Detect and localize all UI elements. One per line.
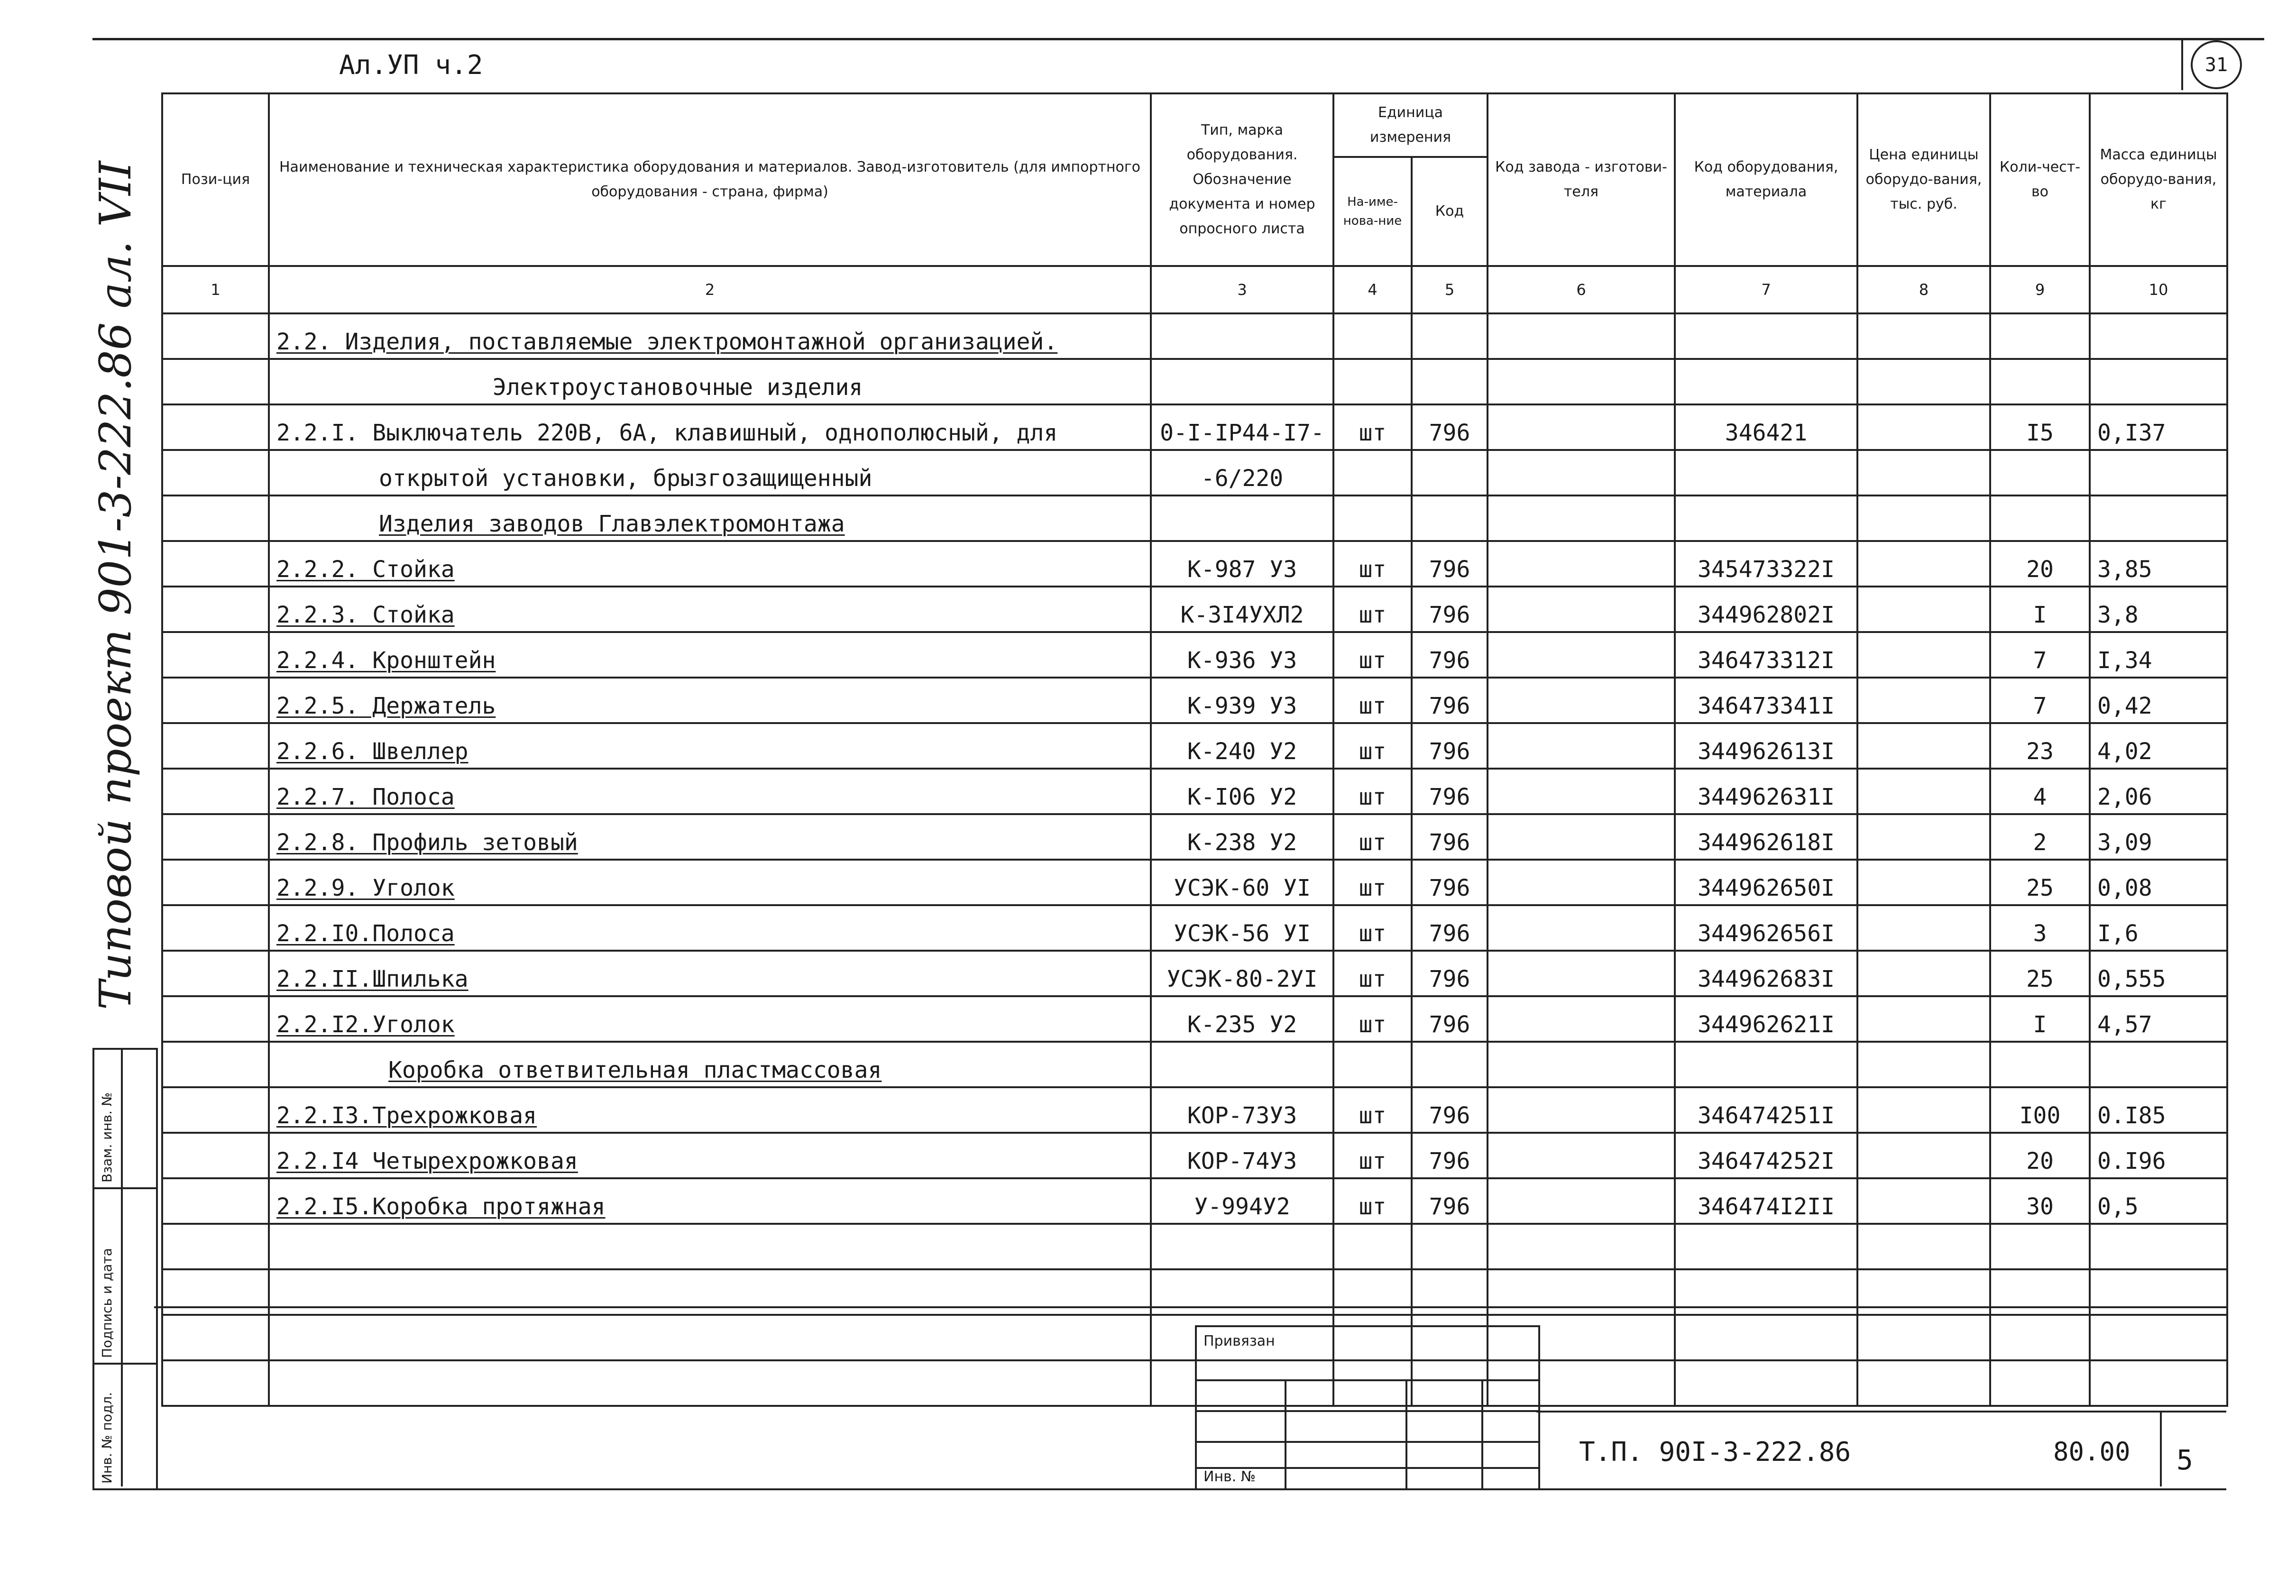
header-unit: Единица измерения [1333, 93, 1488, 157]
row-name: 2.2.5. Держатель [269, 678, 1151, 723]
row-type: К-939 У3 [1151, 678, 1333, 723]
row-name: Изделия заводов Главэлектромонтажа [269, 495, 1151, 541]
row-position [162, 1178, 269, 1224]
row-price [1857, 951, 1990, 996]
table-row [162, 769, 2227, 814]
row-price [1857, 905, 1990, 951]
row-type: К-987 У3 [1151, 541, 1333, 587]
table-row [162, 905, 2227, 951]
row-mass: 4,57 [2090, 996, 2227, 1042]
row-name: 2.2.6. Швеллер [269, 723, 1151, 769]
row-type [1151, 313, 1333, 359]
row-mass: 0,08 [2090, 860, 2227, 905]
row-name: 2.2.4. Кронштейн [269, 632, 1151, 678]
row-unit [1333, 1042, 1412, 1087]
row-mass: 0,I37 [2090, 404, 2227, 450]
empty-cell [1333, 1224, 1412, 1269]
row-plant-code [1488, 996, 1675, 1042]
row-plant-code [1488, 541, 1675, 587]
row-unit: шт [1333, 814, 1412, 860]
row-position [162, 359, 269, 404]
row-position [162, 541, 269, 587]
row-quantity: 4 [1990, 769, 2090, 814]
row-unit: шт [1333, 541, 1412, 587]
column-number: 2 [269, 266, 1151, 313]
row-unit-code: 796 [1412, 951, 1488, 996]
row-quantity: 25 [1990, 860, 2090, 905]
row-quantity [1990, 495, 2090, 541]
stamp-vline [1285, 1379, 1286, 1488]
row-mass: I,6 [2090, 905, 2227, 951]
row-position [162, 1133, 269, 1178]
row-mass: 0.I85 [2090, 1087, 2227, 1133]
row-position [162, 769, 269, 814]
row-position [162, 814, 269, 860]
row-quantity [1990, 1042, 2090, 1087]
row-type: КОР-73У3 [1151, 1087, 1333, 1133]
row-material-code: 345473322I [1675, 541, 1857, 587]
row-position [162, 404, 269, 450]
row-name: 2.2.3. Стойка [269, 587, 1151, 632]
row-position [162, 587, 269, 632]
side-cell-inventory [94, 1363, 156, 1488]
row-unit-code [1412, 495, 1488, 541]
row-plant-code [1488, 1178, 1675, 1224]
row-name: 2.2.2. Стойка [269, 541, 1151, 587]
linked-stamp [1195, 1325, 1540, 1490]
row-price [1857, 541, 1990, 587]
row-plant-code [1488, 450, 1675, 495]
empty-cell [1151, 1224, 1333, 1269]
row-unit-code: 796 [1412, 814, 1488, 860]
row-material-code: 344962621I [1675, 996, 1857, 1042]
row-unit: шт [1333, 404, 1412, 450]
table-row [162, 495, 2227, 541]
column-number: 1 [162, 266, 269, 313]
row-name: 2.2.I2.Уголок [269, 996, 1151, 1042]
row-unit: шт [1333, 905, 1412, 951]
row-price [1857, 1042, 1990, 1087]
row-plant-code [1488, 313, 1675, 359]
stamp-line [1197, 1441, 1538, 1443]
row-type: -6/220 [1151, 450, 1333, 495]
row-plant-code [1488, 495, 1675, 541]
row-price [1857, 1087, 1990, 1133]
column-number: 4 [1333, 266, 1412, 313]
row-name: 2.2.I4 Четырехрожковая [269, 1133, 1151, 1178]
row-mass: 3,09 [2090, 814, 2227, 860]
empty-cell [2090, 1224, 2227, 1269]
header-price: Цена единицы оборудо-вания, тыс. руб. [1857, 93, 1990, 266]
table-row [162, 1042, 2227, 1087]
column-number: 6 [1488, 266, 1675, 313]
row-mass [2090, 359, 2227, 404]
row-material-code: 344962650I [1675, 860, 1857, 905]
row-type: У-994У2 [1151, 1178, 1333, 1224]
row-unit-code: 796 [1412, 905, 1488, 951]
row-material-code: 346474251I [1675, 1087, 1857, 1133]
row-quantity: 25 [1990, 951, 2090, 996]
row-material-code: 344962613I [1675, 723, 1857, 769]
row-unit: шт [1333, 860, 1412, 905]
row-unit: шт [1333, 587, 1412, 632]
linked-label: Привязан [1203, 1333, 1275, 1349]
row-unit [1333, 450, 1412, 495]
row-unit-code: 796 [1412, 860, 1488, 905]
row-type: К-240 У2 [1151, 723, 1333, 769]
table-row [162, 313, 2227, 359]
column-number: 8 [1857, 266, 1990, 313]
top-rule [92, 38, 2264, 40]
inventory-label: Инв. № [1203, 1468, 1256, 1485]
row-position [162, 678, 269, 723]
row-material-code: 344962656I [1675, 905, 1857, 951]
row-name: 2.2.II.Шпилька [269, 951, 1151, 996]
table-row [162, 1133, 2227, 1178]
row-plant-code [1488, 860, 1675, 905]
table-row [162, 1178, 2227, 1224]
table-row [162, 632, 2227, 678]
row-quantity [1990, 313, 2090, 359]
row-material-code: 346474252I [1675, 1133, 1857, 1178]
row-unit-code [1412, 450, 1488, 495]
empty-row [162, 1224, 2227, 1269]
row-position [162, 450, 269, 495]
row-unit-code: 796 [1412, 1133, 1488, 1178]
row-unit-code: 796 [1412, 769, 1488, 814]
row-plant-code [1488, 359, 1675, 404]
row-quantity [1990, 450, 2090, 495]
row-material-code: 346473341I [1675, 678, 1857, 723]
row-mass: 4,02 [2090, 723, 2227, 769]
row-mass: 2,06 [2090, 769, 2227, 814]
empty-cell [1990, 1224, 2090, 1269]
table-row [162, 450, 2227, 495]
table-row [162, 860, 2227, 905]
row-mass: 0,42 [2090, 678, 2227, 723]
row-price [1857, 495, 1990, 541]
row-price [1857, 996, 1990, 1042]
row-position [162, 905, 269, 951]
row-unit: шт [1333, 996, 1412, 1042]
row-unit [1333, 313, 1412, 359]
stamp-vline [1481, 1379, 1483, 1488]
row-price [1857, 587, 1990, 632]
row-unit: шт [1333, 769, 1412, 814]
row-unit-code: 796 [1412, 404, 1488, 450]
row-position [162, 996, 269, 1042]
row-unit-code: 796 [1412, 723, 1488, 769]
row-unit: шт [1333, 1087, 1412, 1133]
row-quantity: 23 [1990, 723, 2090, 769]
row-mass: 0,555 [2090, 951, 2227, 996]
row-plant-code [1488, 404, 1675, 450]
album-label: Ал.УП ч.2 [339, 50, 483, 81]
row-type: УСЭК-60 УI [1151, 860, 1333, 905]
row-plant-code [1488, 951, 1675, 996]
rows-body [162, 313, 2227, 1406]
row-mass: 0.I96 [2090, 1133, 2227, 1178]
header-name: Наименование и техническая характеристика оборудования и материалов. Завод-изготовитель (для импортного оборудования - страна, фирма) [269, 93, 1151, 266]
row-type: УСЭК-56 УI [1151, 905, 1333, 951]
row-price [1857, 632, 1990, 678]
row-type [1151, 1042, 1333, 1087]
row-unit-code: 796 [1412, 996, 1488, 1042]
row-position [162, 313, 269, 359]
side-cell-signature [94, 1187, 156, 1365]
header-unit-name: На-име-нова-ние [1333, 157, 1412, 266]
row-unit-code: 796 [1412, 541, 1488, 587]
title-block-divider [1536, 1411, 2226, 1413]
row-position [162, 1087, 269, 1133]
row-unit-code: 796 [1412, 632, 1488, 678]
row-material-code [1675, 313, 1857, 359]
row-position [162, 860, 269, 905]
row-mass [2090, 450, 2227, 495]
row-unit-code: 796 [1412, 678, 1488, 723]
row-name: 2.2.I5.Коробка протяжная [269, 1178, 1151, 1224]
row-name: 2.2.8. Профиль зетовый [269, 814, 1151, 860]
row-quantity [1990, 359, 2090, 404]
row-unit: шт [1333, 1133, 1412, 1178]
row-plant-code [1488, 723, 1675, 769]
row-price [1857, 814, 1990, 860]
format-code: 80.00 [2053, 1437, 2131, 1467]
row-unit: шт [1333, 678, 1412, 723]
row-type: УСЭК-80-2УI [1151, 951, 1333, 996]
row-type: К-3I4УХЛ2 [1151, 587, 1333, 632]
row-mass [2090, 495, 2227, 541]
specification-table-wrap [161, 92, 2226, 1313]
row-unit: шт [1333, 1178, 1412, 1224]
column-number: 9 [1990, 266, 2090, 313]
column-number: 5 [1412, 266, 1488, 313]
table-row [162, 951, 2227, 996]
title-block-frame [154, 1306, 2226, 1490]
row-name: 2.2.I3.Трехрожковая [269, 1087, 1151, 1133]
table-row [162, 587, 2227, 632]
row-position [162, 495, 269, 541]
header-type: Тип, марка оборудования. Обозначение документа и номер опросного листа [1151, 93, 1333, 266]
column-number: 10 [2090, 266, 2227, 313]
row-price [1857, 1178, 1990, 1224]
row-material-code [1675, 359, 1857, 404]
side-stamp [92, 1048, 158, 1490]
row-plant-code [1488, 678, 1675, 723]
row-quantity: 3 [1990, 905, 2090, 951]
header-mass: Масса единицы оборудо-вания, кг [2090, 93, 2227, 266]
side-project-title: Типовой проект 901-3-222.86 ал. VII [90, 161, 141, 1010]
header-quantity: Коли-чест-во [1990, 93, 2090, 266]
stamp-vline [1405, 1379, 1407, 1488]
row-unit-code: 796 [1412, 1178, 1488, 1224]
column-number: 3 [1151, 266, 1333, 313]
row-type [1151, 495, 1333, 541]
document-code: Т.П. 90I-3-222.86 [1579, 1437, 1851, 1468]
row-type: К-238 У2 [1151, 814, 1333, 860]
row-quantity: I [1990, 996, 2090, 1042]
side-stamp-divider [121, 1048, 123, 1486]
row-plant-code [1488, 587, 1675, 632]
row-unit-code [1412, 313, 1488, 359]
row-price [1857, 1133, 1990, 1178]
row-position [162, 632, 269, 678]
row-plant-code [1488, 1087, 1675, 1133]
stamp-line [1197, 1410, 1538, 1412]
empty-cell [1488, 1224, 1675, 1269]
side-label-signature: Подпись и дата [99, 1248, 115, 1358]
row-material-code: 344962618I [1675, 814, 1857, 860]
sheet-badge: 31 [2191, 40, 2242, 89]
empty-cell [162, 1224, 269, 1269]
row-position [162, 1042, 269, 1087]
table-row [162, 1087, 2227, 1133]
row-quantity: 30 [1990, 1178, 2090, 1224]
row-plant-code [1488, 769, 1675, 814]
row-material-code: 344962802I [1675, 587, 1857, 632]
row-type: КОР-74У3 [1151, 1133, 1333, 1178]
row-price [1857, 359, 1990, 404]
table-row [162, 723, 2227, 769]
row-mass: 3,85 [2090, 541, 2227, 587]
row-price [1857, 450, 1990, 495]
row-material-code: 346473312I [1675, 632, 1857, 678]
stamp-line [1197, 1379, 1538, 1381]
row-material-code: 346421 [1675, 404, 1857, 450]
row-mass: 3,8 [2090, 587, 2227, 632]
header-unit-code: Код [1412, 157, 1488, 266]
row-unit [1333, 359, 1412, 404]
row-name: 2.2. Изделия, поставляемые электромонтажной организацией. [269, 313, 1151, 359]
row-quantity: 20 [1990, 1133, 2090, 1178]
row-unit-code: 796 [1412, 587, 1488, 632]
header-plant-code: Код завода - изготови-теля [1488, 93, 1675, 266]
table-row [162, 678, 2227, 723]
row-price [1857, 769, 1990, 814]
empty-cell [1675, 1224, 1857, 1269]
header-position: Пози-ция [162, 93, 269, 266]
row-quantity: 7 [1990, 632, 2090, 678]
side-cell-replace [94, 1050, 156, 1189]
row-unit: шт [1333, 632, 1412, 678]
row-position [162, 951, 269, 996]
row-plant-code [1488, 1042, 1675, 1087]
row-name: открытой установки, брызгозащищенный [269, 450, 1151, 495]
row-position [162, 723, 269, 769]
row-material-code [1675, 450, 1857, 495]
row-price [1857, 678, 1990, 723]
row-quantity: 7 [1990, 678, 2090, 723]
row-material-code [1675, 1042, 1857, 1087]
table-row [162, 359, 2227, 404]
row-plant-code [1488, 905, 1675, 951]
row-unit [1333, 495, 1412, 541]
row-mass: I,34 [2090, 632, 2227, 678]
row-unit-code: 796 [1412, 1087, 1488, 1133]
row-price [1857, 860, 1990, 905]
row-plant-code [1488, 814, 1675, 860]
row-name: 2.2.I0.Полоса [269, 905, 1151, 951]
row-name: 2.2.7. Полоса [269, 769, 1151, 814]
row-quantity: I [1990, 587, 2090, 632]
table-row [162, 814, 2227, 860]
row-material-code: 344962683I [1675, 951, 1857, 996]
row-quantity: 2 [1990, 814, 2090, 860]
row-unit-code [1412, 1042, 1488, 1087]
row-type [1151, 359, 1333, 404]
row-price [1857, 313, 1990, 359]
table-row [162, 404, 2227, 450]
sheet-number: 5 [2177, 1444, 2193, 1476]
row-quantity: I00 [1990, 1087, 2090, 1133]
row-price [1857, 723, 1990, 769]
row-material-code: 346474I2II [1675, 1178, 1857, 1224]
side-label-replace: Взам. инв. № [99, 1092, 115, 1183]
side-label-inventory: Инв. № подл. [99, 1392, 115, 1484]
row-quantity: 20 [1990, 541, 2090, 587]
column-number-row [162, 266, 2227, 313]
row-unit: шт [1333, 723, 1412, 769]
specification-table [161, 92, 2228, 1407]
row-price [1857, 404, 1990, 450]
empty-cell [1412, 1224, 1488, 1269]
row-unit-code [1412, 359, 1488, 404]
row-name: 2.2.9. Уголок [269, 860, 1151, 905]
row-quantity: I5 [1990, 404, 2090, 450]
row-unit: шт [1333, 951, 1412, 996]
header-material-code: Код оборудования, материала [1675, 93, 1857, 266]
row-type: К-936 У3 [1151, 632, 1333, 678]
table-row [162, 541, 2227, 587]
row-type: К-I06 У2 [1151, 769, 1333, 814]
row-type: К-235 У2 [1151, 996, 1333, 1042]
row-name: 2.2.I. Выключатель 220В, 6А, клавишный, однополюсный, для [269, 404, 1151, 450]
row-plant-code [1488, 632, 1675, 678]
row-mass [2090, 313, 2227, 359]
row-material-code: 344962631I [1675, 769, 1857, 814]
row-name: Коробка ответвительная пластмассовая [269, 1042, 1151, 1087]
row-material-code [1675, 495, 1857, 541]
row-mass [2090, 1042, 2227, 1087]
empty-cell [1857, 1224, 1990, 1269]
table-row [162, 996, 2227, 1042]
row-plant-code [1488, 1133, 1675, 1178]
row-mass: 0,5 [2090, 1178, 2227, 1224]
column-number: 7 [1675, 266, 1857, 313]
empty-cell [269, 1224, 1151, 1269]
row-type: 0-I-IP44-I7- [1151, 404, 1333, 450]
row-name: Электроустановочные изделия [269, 359, 1151, 404]
